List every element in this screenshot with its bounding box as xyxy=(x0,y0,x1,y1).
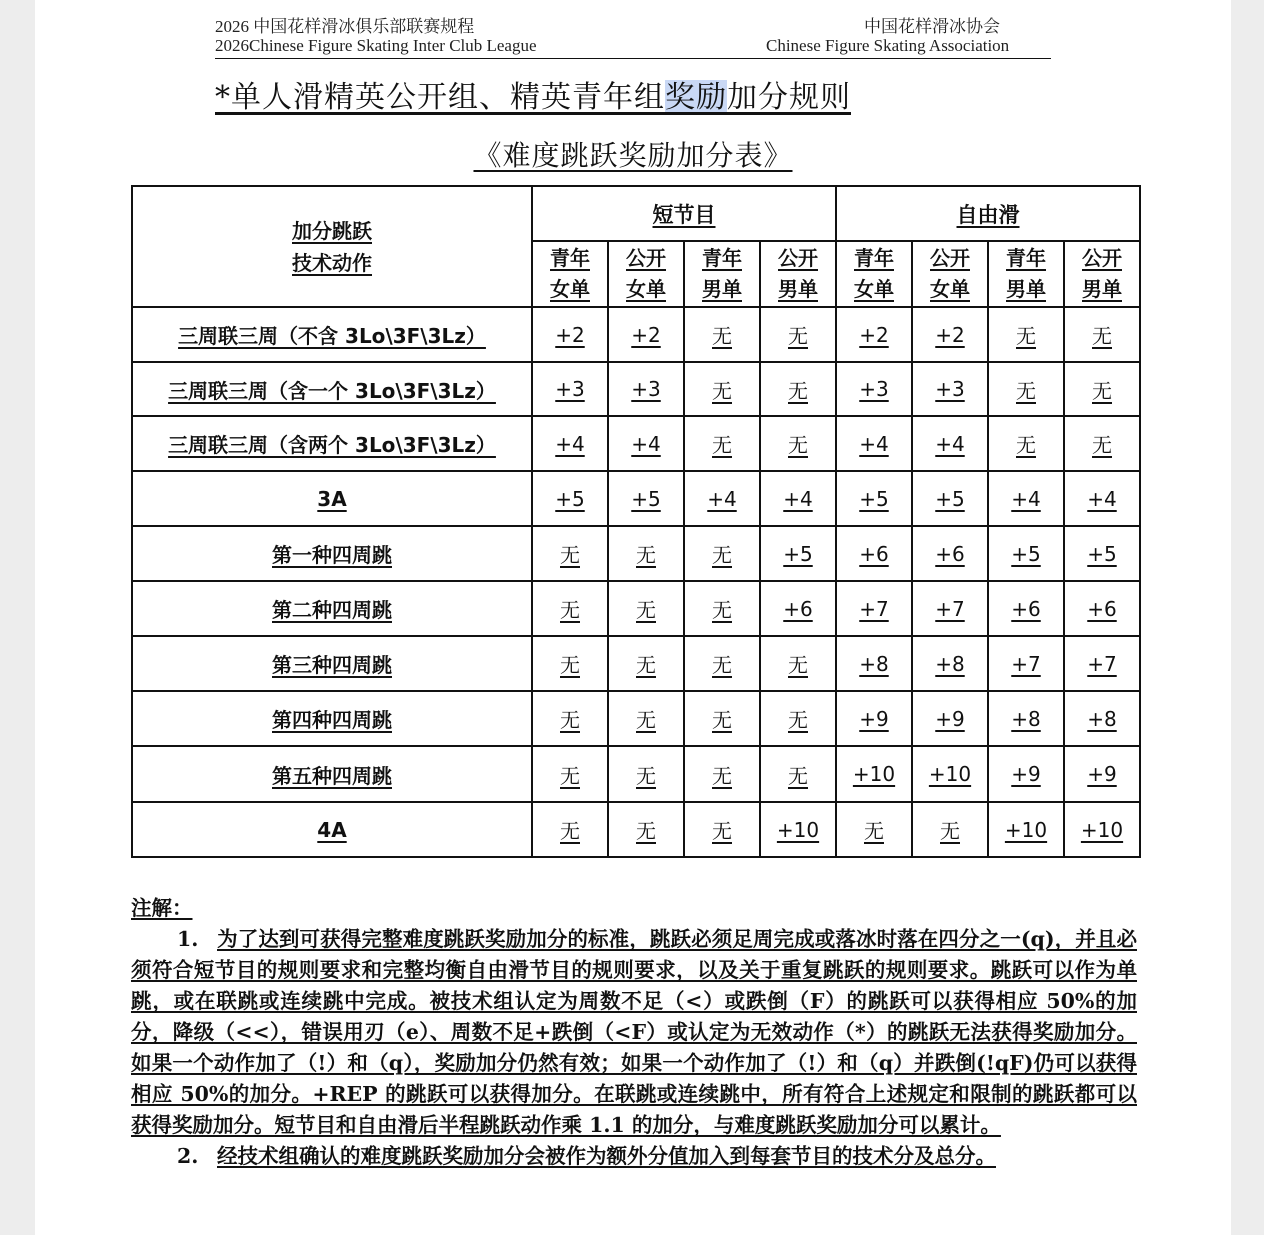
bonus-value-cell: +2 xyxy=(532,307,608,362)
table-row xyxy=(132,581,1140,636)
title-highlight[interactable]: 奖励 xyxy=(665,80,727,115)
table-row xyxy=(132,362,1140,416)
corner-line1: 加分跳跃 xyxy=(292,218,372,243)
bonus-value-cell: 无 xyxy=(608,746,684,802)
bonus-value-cell: +4 xyxy=(532,416,608,471)
bonus-value-cell: +8 xyxy=(912,636,988,691)
header-association-en: Chinese Figure Skating Association xyxy=(766,36,1010,55)
table-row xyxy=(132,746,1140,802)
bonus-value-cell: +4 xyxy=(836,416,912,471)
bonus-value-cell: +4 xyxy=(760,471,836,526)
bonus-value-cell: 无 xyxy=(684,526,760,581)
bonus-value-cell: 无 xyxy=(608,526,684,581)
bonus-value-cell: +2 xyxy=(836,307,912,362)
bonus-value-cell: +2 xyxy=(608,307,684,362)
note-text: 为了达到可获得完整难度跳跃奖励加分的标准，跳跃必须足周完成或落冰时落在四分之一(q)，并且必须符合短节目的规则要求和完整均衡自由滑节目的规则要求，以及关于重复跳跃的规则要求。跳跃可以作为单跳，或在联跳或连续跳中完成。被技术组认定为周数不足（<）或跌倒（F）的跳跃可以获得相应 50%的加分，降级（<<），错误用刃（e）、周数不足+跌倒（<F）或认定为无效动作（*）的跳跃无法获得奖励加分。如果一个动作加了（!）和（q），奖励加分仍然有效；如果一个动作加了（!）和（q）并跌倒(!qF)仍可以获得相应 50%的加分。+REP 的跳跃可以获得加分。在联跳或连续跳中，所有符合上述规定和限制的跳跃都可以获得奖励加分。短节目和自由滑后半程跳跃动作乘 1.1 的加分，与难度跳跃奖励加分可以累计。 xyxy=(131,927,1137,1137)
notes-section xyxy=(131,893,1137,1172)
row-label: 3A xyxy=(132,471,532,526)
note-number: 1. xyxy=(177,927,199,951)
bonus-value-cell: 无 xyxy=(684,362,760,416)
bonus-value-cell: +5 xyxy=(1064,526,1140,581)
table-row xyxy=(132,307,1140,362)
notes-heading: 注解： xyxy=(131,896,193,920)
bonus-value-cell: 无 xyxy=(836,802,912,857)
bonus-value-cell: +5 xyxy=(912,471,988,526)
row-label: 第三种四周跳 xyxy=(132,636,532,691)
table-body xyxy=(132,307,1140,857)
table-row xyxy=(132,636,1140,691)
table-corner-header xyxy=(132,186,532,307)
bonus-value-cell: 无 xyxy=(760,416,836,471)
row-label: 4A xyxy=(132,802,532,857)
bonus-value-cell: +6 xyxy=(1064,581,1140,636)
bonus-value-cell: +6 xyxy=(760,581,836,636)
bonus-value-cell: 无 xyxy=(988,416,1064,471)
row-label: 三周联三周（含一个 3Lo\3F\3Lz） xyxy=(132,362,532,416)
bonus-value-cell: 无 xyxy=(532,636,608,691)
bonus-value-cell: 无 xyxy=(684,581,760,636)
table-title: 《难度跳跃奖励加分表》 xyxy=(473,139,793,172)
bonus-value-cell: 无 xyxy=(684,746,760,802)
bonus-value-cell: +10 xyxy=(912,746,988,802)
bonus-value-cell: +7 xyxy=(836,581,912,636)
bonus-value-cell: +5 xyxy=(532,471,608,526)
group-free-skating: 自由滑 xyxy=(836,186,1140,241)
bonus-value-cell: +6 xyxy=(836,526,912,581)
row-label: 三周联三周（含两个 3Lo\3F\3Lz） xyxy=(132,416,532,471)
bonus-value-cell: +3 xyxy=(608,362,684,416)
bonus-value-cell: +4 xyxy=(608,416,684,471)
bonus-value-cell: +4 xyxy=(988,471,1064,526)
subheader-cell: 公开 男单 xyxy=(1064,241,1140,307)
header-divider xyxy=(215,58,1051,59)
bonus-value-cell: 无 xyxy=(760,636,836,691)
bonus-value-cell: 无 xyxy=(760,362,836,416)
bonus-value-cell: 无 xyxy=(684,416,760,471)
bonus-value-cell: +8 xyxy=(1064,691,1140,746)
bonus-value-cell: +4 xyxy=(912,416,988,471)
title-suffix: 加分规则 xyxy=(727,80,851,115)
bonus-value-cell: 无 xyxy=(608,581,684,636)
bonus-value-cell: 无 xyxy=(988,362,1064,416)
bonus-value-cell: 无 xyxy=(684,636,760,691)
bonus-value-cell: +9 xyxy=(912,691,988,746)
bonus-value-cell: +8 xyxy=(836,636,912,691)
bonus-value-cell: +4 xyxy=(684,471,760,526)
bonus-value-cell: 无 xyxy=(988,307,1064,362)
bonus-value-cell: 无 xyxy=(608,691,684,746)
note-item-2 xyxy=(131,1141,1137,1172)
bonus-value-cell: +5 xyxy=(608,471,684,526)
bonus-value-cell: 无 xyxy=(1064,307,1140,362)
bonus-value-cell: 无 xyxy=(608,802,684,857)
header-league-en: 2026Chinese Figure Skating Inter Club League xyxy=(215,36,537,55)
table-row xyxy=(132,802,1140,857)
bonus-value-cell: 无 xyxy=(1064,362,1140,416)
bonus-value-cell: +5 xyxy=(836,471,912,526)
bonus-value-cell: +8 xyxy=(988,691,1064,746)
table-row xyxy=(132,691,1140,746)
header-association-cn: 中国花样滑冰协会 xyxy=(864,17,1000,36)
note-number: 2. xyxy=(177,1144,199,1168)
header-league-cn: 2026 中国花样滑冰俱乐部联赛规程 xyxy=(215,17,475,36)
bonus-value-cell: +3 xyxy=(912,362,988,416)
bonus-value-cell: 无 xyxy=(684,307,760,362)
row-label: 第二种四周跳 xyxy=(132,581,532,636)
table-row xyxy=(132,416,1140,471)
bonus-value-cell: +6 xyxy=(912,526,988,581)
bonus-value-cell: +9 xyxy=(988,746,1064,802)
bonus-value-cell: +10 xyxy=(1064,802,1140,857)
bonus-value-cell: 无 xyxy=(532,691,608,746)
bonus-value-cell: 无 xyxy=(532,746,608,802)
bonus-value-cell: +6 xyxy=(988,581,1064,636)
document-page xyxy=(35,0,1231,1235)
bonus-value-cell: 无 xyxy=(1064,416,1140,471)
bonus-value-cell: +7 xyxy=(912,581,988,636)
bonus-value-cell: +5 xyxy=(760,526,836,581)
table-row xyxy=(132,471,1140,526)
corner-line2: 技术动作 xyxy=(292,250,372,275)
bonus-value-cell: 无 xyxy=(532,802,608,857)
bonus-value-cell: +3 xyxy=(532,362,608,416)
subheader-cell: 青年 男单 xyxy=(684,241,760,307)
bonus-value-cell: +9 xyxy=(1064,746,1140,802)
bonus-value-cell: 无 xyxy=(684,802,760,857)
note-text: 经技术组确认的难度跳跃奖励加分会被作为额外分值加入到每套节目的技术分及总分。 xyxy=(217,1144,996,1168)
table-row xyxy=(132,526,1140,581)
bonus-value-cell: 无 xyxy=(684,691,760,746)
title-prefix: *单人滑精英公开组、精英青年组 xyxy=(215,80,665,115)
row-label: 第一种四周跳 xyxy=(132,526,532,581)
page-title xyxy=(215,72,851,116)
row-label: 三周联三周（不含 3Lo\3F\3Lz） xyxy=(132,307,532,362)
group-short-program: 短节目 xyxy=(532,186,836,241)
bonus-value-cell: 无 xyxy=(760,746,836,802)
bonus-value-cell: +5 xyxy=(988,526,1064,581)
bonus-value-cell: +7 xyxy=(1064,636,1140,691)
table-header-row-groups xyxy=(132,186,1140,241)
bonus-value-cell: 无 xyxy=(608,636,684,691)
bonus-value-cell: 无 xyxy=(532,581,608,636)
note-item-1 xyxy=(131,924,1137,1141)
subheader-cell: 公开 男单 xyxy=(760,241,836,307)
bonus-value-cell: +2 xyxy=(912,307,988,362)
subheader-cell: 公开 女单 xyxy=(912,241,988,307)
bonus-value-cell: +4 xyxy=(1064,471,1140,526)
row-label: 第五种四周跳 xyxy=(132,746,532,802)
bonus-value-cell: 无 xyxy=(532,526,608,581)
bonus-value-cell: +10 xyxy=(836,746,912,802)
bonus-table xyxy=(131,185,1141,858)
subheader-cell: 青年 女单 xyxy=(532,241,608,307)
row-label: 第四种四周跳 xyxy=(132,691,532,746)
subheader-cell: 青年 女单 xyxy=(836,241,912,307)
bonus-value-cell: +3 xyxy=(836,362,912,416)
bonus-value-cell: +10 xyxy=(988,802,1064,857)
bonus-value-cell: +10 xyxy=(760,802,836,857)
bonus-value-cell: 无 xyxy=(912,802,988,857)
subheader-cell: 青年 男单 xyxy=(988,241,1064,307)
subheader-cell: 公开 女单 xyxy=(608,241,684,307)
bonus-value-cell: 无 xyxy=(760,691,836,746)
bonus-value-cell: +7 xyxy=(988,636,1064,691)
bonus-value-cell: +9 xyxy=(836,691,912,746)
bonus-value-cell: 无 xyxy=(760,307,836,362)
